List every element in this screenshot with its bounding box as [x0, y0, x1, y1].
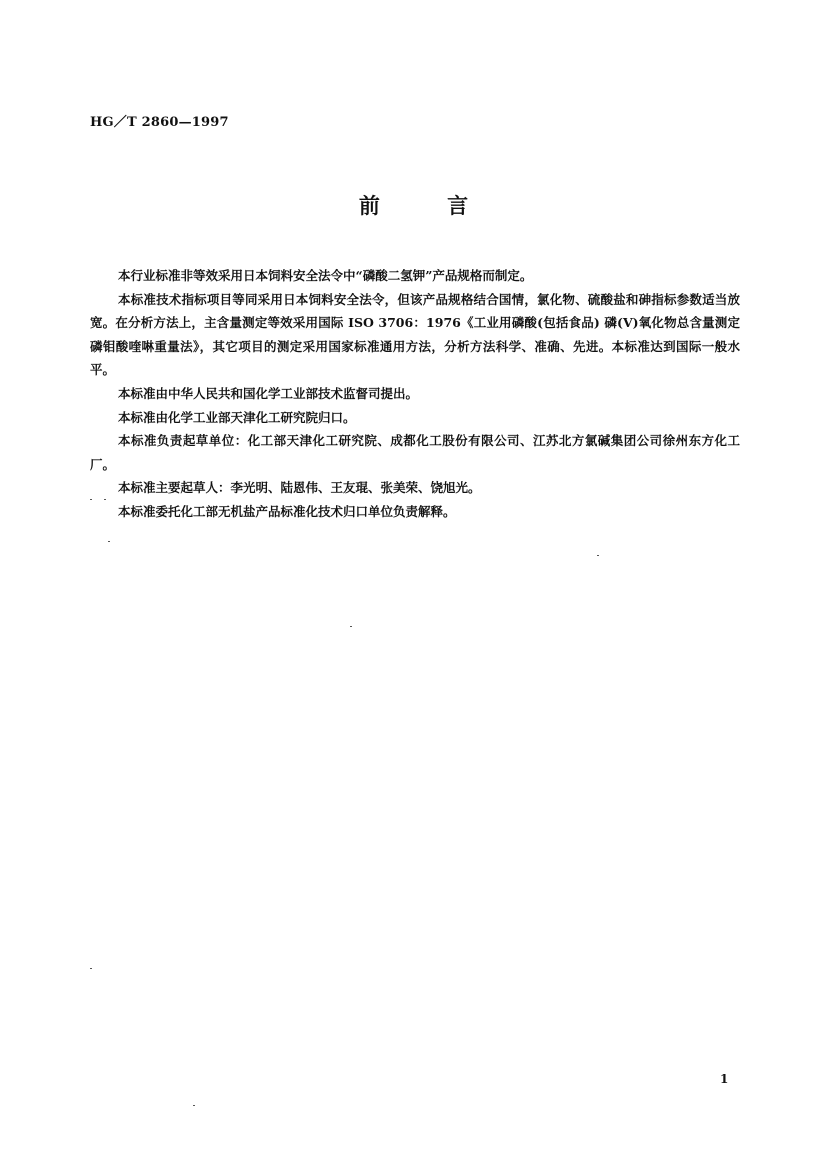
- scan-speck: [90, 968, 92, 969]
- paragraph-technical-specs: 本标准技术指标项目等同采用日本饲料安全法令，但该产品规格结合国情，氯化物、硫酸盐和砷指标参数适当放宽。在分析方法上，主含量测定等效采用国际 ISO 3706：1976《工业用磷酸(包括食品) 磷(V)氧化物总含量测定 磷钼酸喹啉重量法》，其它项目的测定采用国家标准通用方法，分析方法科学、准确、先进。本标准达到国际一般水平。: [90, 291, 740, 378]
- paragraph-adoption: 本行业标准非等效采用日本饲料安全法令中“磷酸二氢钾”产品规格而制定。: [118, 268, 533, 283]
- document-code: HG／T 2860—1997: [90, 115, 229, 130]
- paragraph-proposed-by: 本标准由中华人民共和国化学工业部技术监督司提出。: [118, 385, 419, 401]
- page-title: 前 言: [358, 194, 499, 218]
- paragraph-centralized-by: 本标准由化学工业部天津化工研究院归口。: [118, 409, 356, 425]
- scan-speck: [597, 555, 599, 556]
- scan-speck: [350, 626, 352, 627]
- paragraph-drafting-units: 本标准负责起草单位：化工部天津化工研究院、成都化工股份有限公司、江苏北方氯碱集团公司徐州东方化工厂。: [90, 433, 740, 472]
- paragraph-drafters: 本标准主要起草人：李光明、陆恩伟、王友琨、张美荣、饶旭光。: [118, 480, 481, 496]
- scan-speck: [104, 499, 106, 500]
- page-number: 1: [720, 1072, 729, 1086]
- scan-speck: [193, 1105, 195, 1106]
- paragraph-interpretation: 本标准委托化工部无机盐产品标准化技术归口单位负责解释。: [118, 503, 456, 519]
- body-text: [90, 264, 740, 524]
- scan-speck: [90, 499, 92, 500]
- scan-speck: [108, 541, 110, 542]
